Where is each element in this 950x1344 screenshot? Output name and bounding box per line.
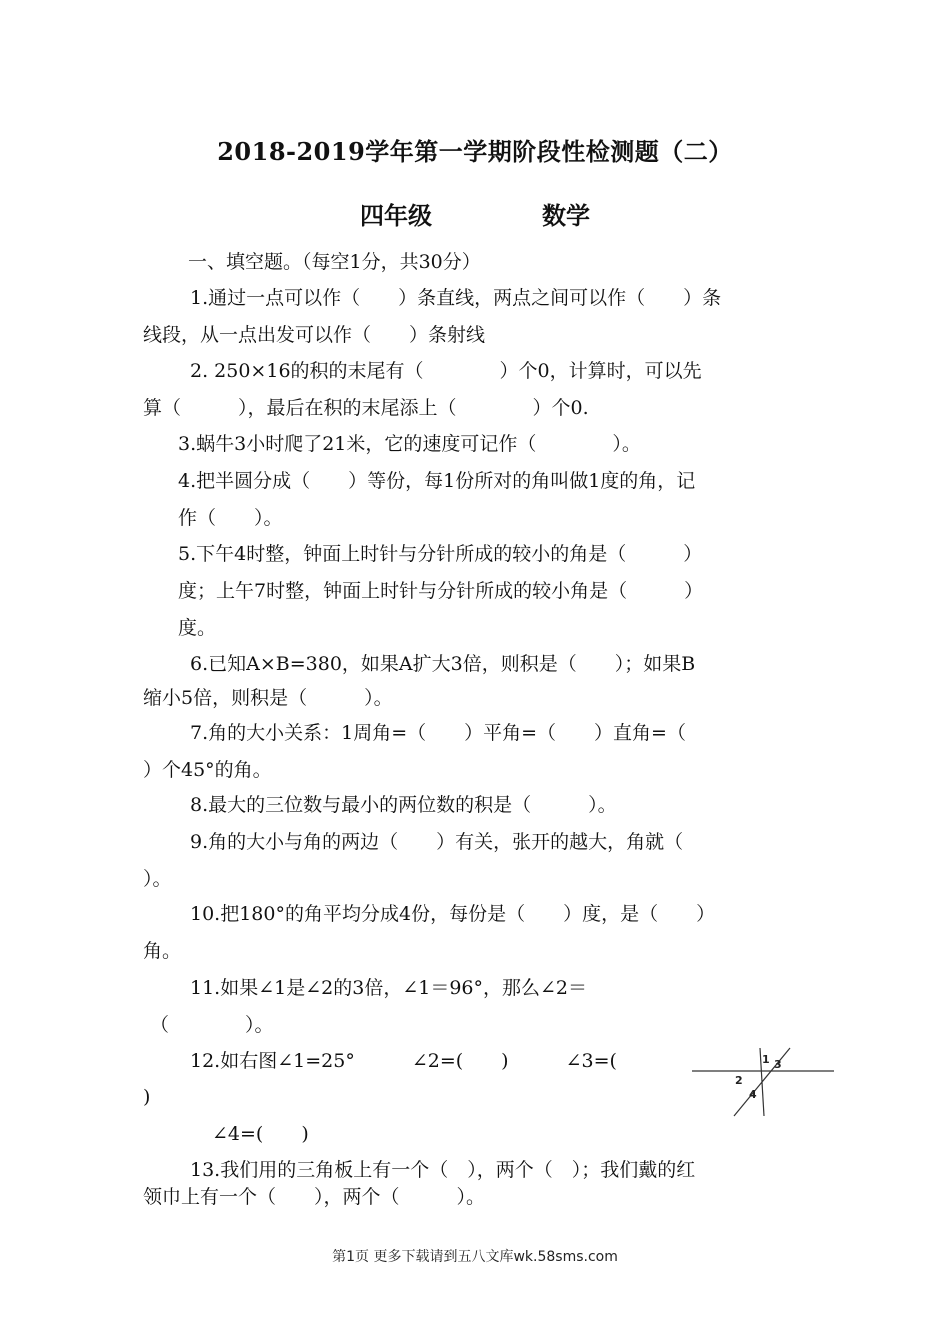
angle-label-1: 1	[762, 1053, 770, 1066]
question-line: 9.角的大小与角的两边（ ）有关，张开的越大，角就（	[190, 831, 684, 853]
angle-label-4: 4	[749, 1088, 757, 1101]
question-line: 13.我们用的三角板上有一个（ ），两个（ ）；我们戴的红	[190, 1159, 696, 1181]
question-line: ）。	[143, 868, 172, 890]
question-line: ∠4=( )	[212, 1123, 309, 1145]
question-line: 算（ ），最后在积的末尾添上（ ）个0.	[143, 397, 589, 419]
question-line: 8.最大的三位数与最小的两位数的积是（ ）。	[190, 794, 617, 816]
question-line: )	[143, 1086, 151, 1108]
question-line: 缩小5倍，则积是（ ）。	[143, 687, 393, 709]
question-line: 领巾上有一个（ ），两个（ ）。	[143, 1186, 486, 1208]
angle-label-3: 3	[774, 1058, 782, 1071]
question-line: 角。	[143, 940, 182, 962]
subject-label: 数学	[542, 201, 590, 230]
angle-label-2: 2	[735, 1074, 743, 1087]
question-line: 线段，从一点出发可以作（ ）条射线	[143, 324, 486, 346]
question-line: 作（ ）。	[178, 507, 283, 529]
question-line: 度。	[178, 617, 217, 639]
question-line: 度；上午7时整，钟面上时针与分针所成的较小角是（ ）	[178, 580, 704, 602]
question-line: 10.把180°的角平均分成4份，每份是（ ）度，是（ ）	[190, 903, 716, 925]
question-line: 6.已知A×B=380，如果A扩大3倍，则积是（ ）；如果B	[190, 653, 696, 675]
angle-figure	[692, 1046, 836, 1120]
question-line: 2. 250×16的积的末尾有（ ）个0，计算时，可以先	[190, 360, 702, 382]
question-line: 5.下午4时整，钟面上时针与分针所成的较小的角是（ ）	[178, 543, 703, 565]
question-line: 3.蜗牛3小时爬了21米，它的速度可记作（ ）。	[178, 433, 641, 455]
question-line: 1.通过一点可以作（ ）条直线，两点之间可以作（ ）条	[190, 287, 722, 309]
question-line: （ ）。	[150, 1014, 274, 1036]
page-subtitle	[0, 196, 950, 231]
question-line: ）个45°的角。	[143, 759, 272, 781]
page-title: 2018-2019学年第一学期阶段性检测题（二）	[217, 137, 733, 166]
page-footer: 第1页 更多下载请到五八文库wk.58sms.com	[332, 1249, 618, 1265]
section-heading: 一、填空题。（每空1分，共30分）	[188, 251, 481, 273]
question-line: 4.把半圆分成（ ）等份，每1份所对的角叫做1度的角，记	[178, 470, 696, 492]
question-line: 12.如右图∠1=25° ∠2=( ) ∠3=(	[190, 1050, 617, 1072]
question-line: 11.如果∠1是∠2的3倍，∠1＝96°，那么∠2＝	[190, 977, 588, 999]
question-line: 7.角的大小关系：1周角=（ ）平角=（ ）直角=（	[190, 722, 686, 744]
grade-label: 四年级	[360, 201, 432, 230]
